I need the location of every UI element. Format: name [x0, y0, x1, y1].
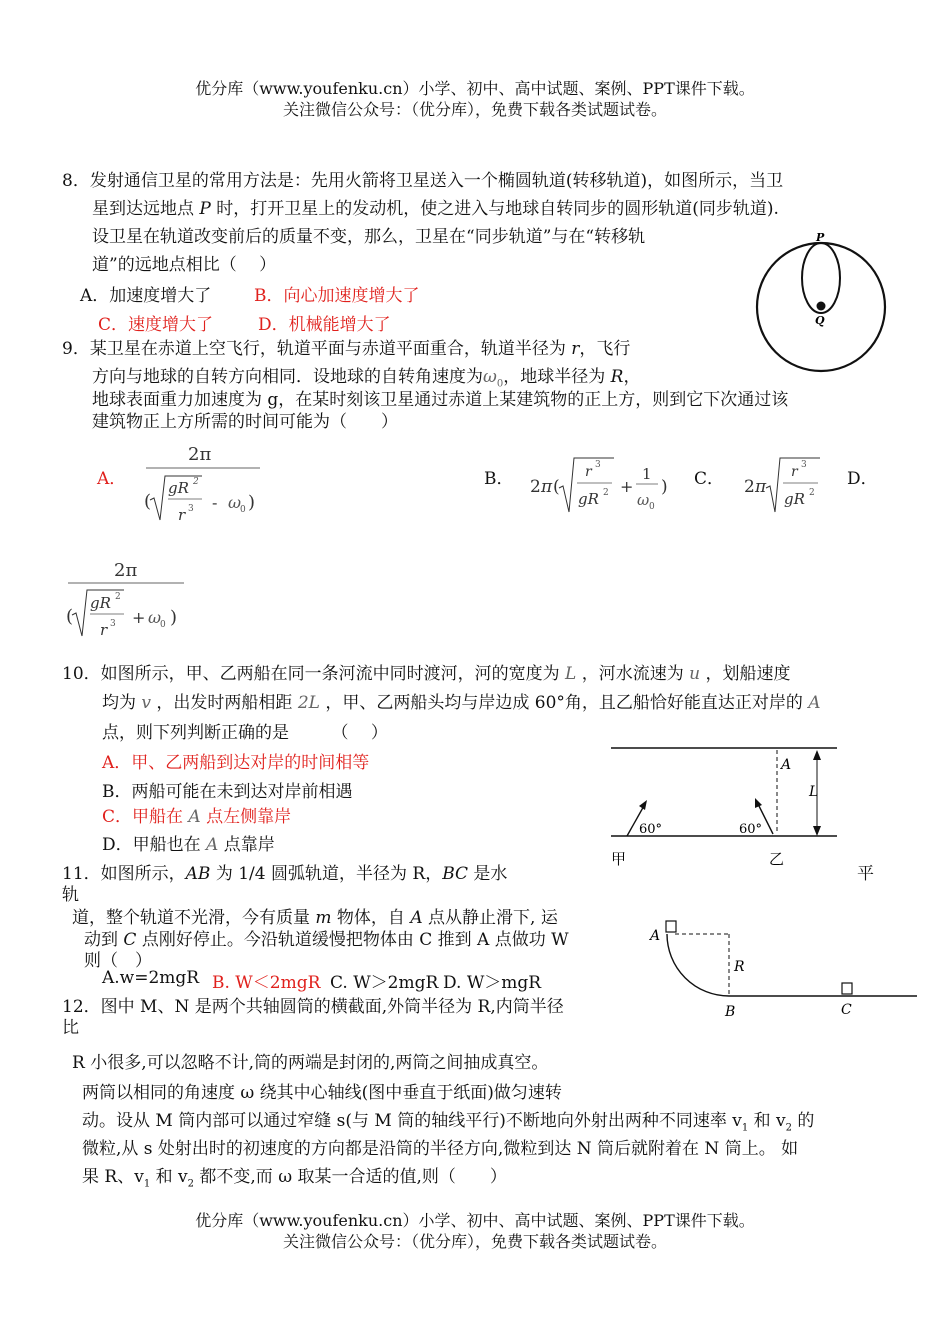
q9-line-2: 方向与地球的自转方向相同．设地球的自转角速度为$\omega_0$，地球半径为 R， [92, 367, 641, 390]
formula-c-2: 2 [744, 477, 755, 497]
q11-line-1-wrap: 轨 [62, 885, 79, 905]
q12-line-1: 12．图中 M、N 是两个共轴圆筒的横截面,外筒半径为 R,内筒半径 [62, 997, 564, 1017]
q10-option-a: A．甲、乙两船到达对岸的时间相等 [102, 753, 370, 773]
width-l-label: L [809, 784, 819, 800]
formula-b-pi: π [541, 477, 553, 497]
formula-d-rparen: ) [170, 607, 178, 628]
q9-option-d: D． [847, 469, 878, 489]
orbit-figure [745, 228, 895, 374]
q8-option-d: D．机械能增大了 [258, 315, 391, 335]
formula-b-sup2: 2 [603, 488, 609, 498]
q10-option-d: D．甲船也在 A 点靠岸 [102, 835, 275, 855]
q10-line-2: 均为 v ，出发时两船相距 2L ，甲、乙两船头均与岸边成 60°角，且乙船恰好能直达正对岸的 A [102, 693, 821, 713]
q11-line-4: 则（ ） [84, 951, 152, 971]
q12-line-6: 果 R、$v_1$ 和 $v_2$ 都不变,而 ω 取某一合适的值,则（ ） [82, 1167, 507, 1190]
point-p-label: P [816, 231, 825, 244]
formula-d-numerator: 2π [114, 560, 138, 581]
formula-a-sup2: 2 [193, 477, 199, 487]
formula-d-gR: gR [90, 594, 111, 612]
q9-formula-a [140, 440, 265, 528]
q9-option-a: A． [97, 469, 127, 489]
q11-option-b: B. W＜2mgR [212, 973, 321, 993]
q12-line-1-wrap: 比 [62, 1018, 79, 1038]
q9-formula-d [60, 556, 190, 646]
formula-a-sub0: 0 [240, 505, 246, 515]
point-q-label: Q [815, 314, 825, 327]
q12-line-3: 两筒以相同的角速度 ω 绕其中心轴线(图中垂直于纸面)做匀速转 [82, 1083, 562, 1103]
width-arrow-top [813, 750, 821, 760]
point-a-label: A [650, 928, 661, 944]
q8-line-4: 道”的远地点相比（ ） [92, 255, 277, 275]
angle-60-jia: 60° [639, 822, 663, 837]
formula-d-omega: ω [148, 608, 162, 627]
block-at-c [842, 983, 852, 994]
formula-c-gR: gR [784, 490, 805, 508]
formula-a-numerator: 2π [188, 444, 212, 465]
q9-option-b: B． [484, 469, 514, 489]
boat-yi-label: 乙 [769, 850, 785, 868]
formula-a-gR: gR [168, 479, 189, 497]
block-at-a [666, 921, 676, 932]
formula-b-rparen: ) [661, 477, 668, 497]
header-line-2: 关注微信公众号：（优分库），免费下载各类试题试卷。 [282, 100, 667, 119]
q11-option-c: C. W＞2mgR [330, 973, 439, 993]
point-c-label: C [841, 1002, 852, 1018]
q12-line-4: 动。设从 M 筒内部可以通过窄缝 s(与 M 筒的轴线平行)不断地向外射出两种不同速率 $v_1$ 和 $v_2$ 的 [82, 1111, 815, 1134]
q10-option-b: B．两船可能在未到达对岸前相遇 [102, 782, 353, 802]
point-a-label: A [781, 757, 792, 773]
q12-line-2: R 小很多,可以忽略不计,筒的两端是封闭的,两筒之间抽成真空。 [72, 1053, 549, 1073]
boat-jia-label: 甲 [611, 850, 627, 868]
formula-c-sup2: 2 [809, 488, 815, 498]
formula-c-r: r [791, 464, 798, 480]
formula-a-minus: - [212, 493, 218, 512]
river-figure [605, 740, 845, 870]
q9-line-3: 地球表面重力加速度为 g，在某时刻该卫星通过赤道上某建筑物的正上方，则到它下次通过该 [92, 390, 789, 410]
formula-b-lparen: ( [553, 477, 560, 497]
q9-line-1: 9．某卫星在赤道上空飞行，轨道平面与赤道平面重合，轨道半径为 r，飞行 [62, 339, 631, 359]
q9-formula-b [528, 452, 678, 522]
footer-line-2: 关注微信公众号：（优分库），免费下载各类试题试卷。 [282, 1232, 667, 1251]
formula-a-r: r [178, 506, 186, 524]
point-b-label: B [725, 1004, 736, 1020]
footer-line-1: 优分库（www.youfenku.cn）小学、初中、高中试题、案例、PPT课件下载。 [195, 1211, 755, 1230]
formula-b-gR: gR [578, 490, 599, 508]
q10-line-1: 10．如图所示，甲、乙两船在同一条河流中同时渡河，河的宽度为 L ，河水流速为 u ，划船速度 [62, 664, 791, 684]
q10-option-c: C．甲船在 A 点左侧靠岸 [102, 807, 292, 827]
track-figure [645, 912, 920, 1022]
q8-option-c: C．速度增大了 [98, 315, 214, 335]
formula-d-sup3: 3 [110, 619, 116, 629]
angle-60-yi: 60° [739, 822, 763, 837]
q11-line-1-end: 平 [857, 864, 874, 884]
header-line-1: 优分库（www.youfenku.cn）小学、初中、高中试题、案例、PPT课件下载。 [195, 79, 755, 98]
q8-line-2: 星到达远地点 P 时，打开卫星上的发动机，使之进入与地球自转同步的圆形轨道(同步轨道). [92, 199, 779, 219]
formula-b-2: 2 [530, 477, 541, 497]
q12-line-5: 微粒,从 s 处射出时的初速度的方向都是沿筒的半径方向,微粒到达 N 筒后就附着在 N 筒上。 如 [82, 1139, 799, 1159]
q8-option-b: B．向心加速度增大了 [254, 286, 420, 306]
formula-b-r: r [585, 464, 592, 480]
formula-d-r: r [100, 621, 108, 639]
q9-line-4: 建筑物正上方所需的时间可能为（ ） [92, 412, 398, 432]
formula-b-plus: + [620, 477, 634, 496]
width-arrow-bottom [813, 826, 821, 836]
formula-c-pi: π [755, 477, 767, 497]
q9-option-c: C． [694, 469, 725, 489]
formula-d-lparen: ( [66, 606, 74, 627]
formula-a-rparen: ) [248, 492, 256, 513]
q11-line-2: 道，整个轨道不光滑，今有质量 m 物体，自 A 点从静止滑下, 运 [72, 908, 558, 928]
q11-line-1: 11．如图所示，AB 为 1/4 圆弧轨道，半径为 R，BC 是水 [62, 864, 508, 884]
q8-option-a: A．加速度增大了 [80, 286, 212, 306]
q10-line-3: 点，则下列判断正确的是 （ ） [102, 723, 388, 743]
formula-a-lparen: ( [144, 491, 152, 512]
q9-formula-c [742, 452, 832, 522]
radius-r-label: R [734, 959, 745, 975]
earth-dot [817, 302, 826, 311]
boat-yi-arrowhead [755, 798, 762, 808]
q11-option-d: D. W＞mgR [443, 973, 542, 993]
formula-a-sup3: 3 [188, 504, 194, 514]
q8-line-3: 设卫星在轨道改变前后的质量不变，那么，卫星在“同步轨道”与在“转移轨 [92, 227, 646, 247]
arc-track-ab [667, 934, 729, 996]
formula-b-sup3: 3 [595, 460, 601, 470]
formula-d-plus: + [132, 608, 146, 627]
formula-b-omega: ω [637, 491, 650, 509]
formula-b-sub0: 0 [649, 502, 655, 512]
formula-c-sup3: 3 [801, 460, 807, 470]
boat-jia-arrowhead [639, 800, 647, 810]
q11-option-a: A.w=2mgR [102, 968, 200, 988]
formula-b-one: 1 [642, 465, 652, 483]
q8-line-1: 8．发射通信卫星的常用方法是：先用火箭将卫星送入一个椭圆轨道(转移轨道)，如图所示，当卫 [62, 171, 784, 191]
q11-line-3: 动到 C 点刚好停止。今沿轨道缓慢把物体由 C 推到 A 点做功 W [84, 930, 569, 950]
formula-d-sup2: 2 [115, 592, 121, 602]
formula-a-omega: ω [228, 493, 242, 512]
formula-d-sub0: 0 [160, 620, 166, 630]
